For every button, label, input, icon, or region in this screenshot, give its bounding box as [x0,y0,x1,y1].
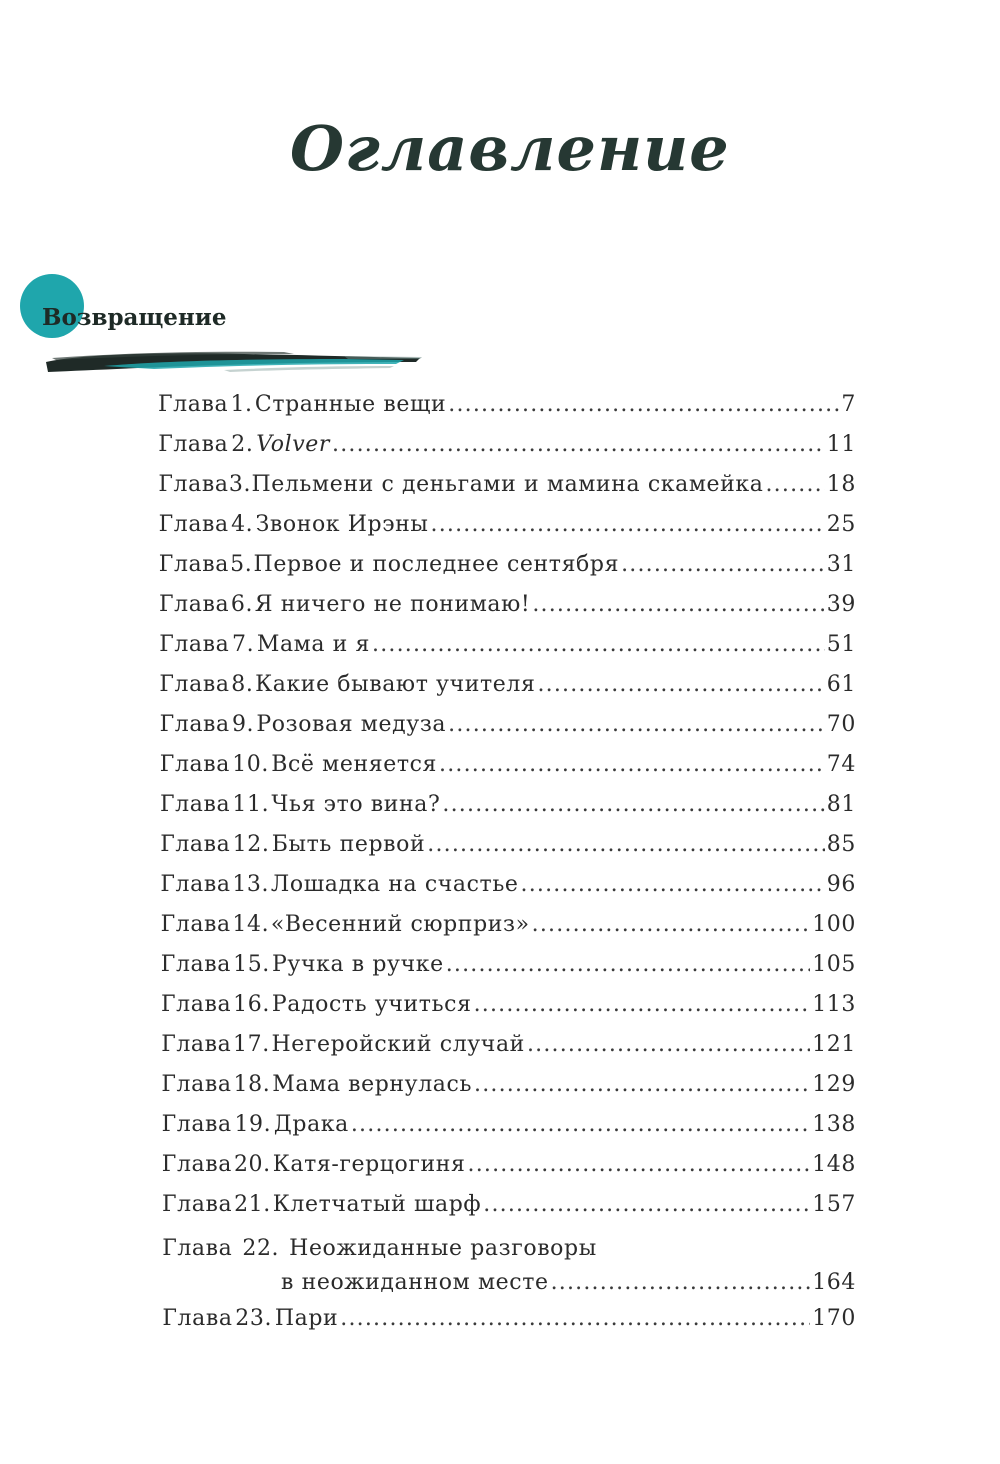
toc-chapter-label: Глава [160,792,231,817]
toc-dot-leader [483,1192,810,1217]
toc-dot-leader [527,1032,810,1057]
toc-chapter-title: Чья это вина? [271,792,441,817]
toc-chapter-label: Глава [162,1236,233,1261]
toc-entry [161,952,856,982]
toc-chapter-title: Всё меняется [271,752,437,777]
toc-chapter-label: Глава [160,912,231,937]
toc-chapter-number: 10. [232,752,269,777]
toc-chapter-label: Глава [158,472,229,497]
toc-entry [162,1192,856,1222]
toc-dot-leader [532,912,811,937]
toc-entry [161,1032,856,1062]
toc-entry [159,552,856,582]
toc-dot-leader [621,552,825,577]
toc-chapter-title: Первое и последнее сентября [253,552,620,577]
toc-entry [159,672,856,702]
toc-chapter-label: Глава [160,832,231,857]
toc-entry [159,592,856,622]
toc-page-number: 81 [826,792,856,817]
toc-chapter-label: Глава [158,432,229,457]
toc-chapter-title: Радость учиться [271,992,472,1017]
toc-chapter-label: Глава [158,392,229,417]
toc-entry [158,392,856,422]
toc-chapter-label: Глава [160,872,231,897]
toc-page-number: 105 [812,952,856,977]
toc-page-number: 138 [812,1112,856,1137]
toc-chapter-label: Глава [159,752,230,777]
toc-entry [160,832,856,862]
toc-chapter-title: Негеройский случай [271,1032,525,1057]
toc-entry [158,472,856,502]
toc-entry [162,1236,856,1266]
toc-chapter-title-line2: в неожиданном месте [281,1270,549,1295]
toc-chapter-title: Звонок Ирэны [255,512,429,537]
toc-chapter-number: 19. [234,1112,272,1137]
toc-dot-leader [427,832,825,857]
toc-page-number: 61 [826,672,856,697]
toc-dot-leader [521,872,825,897]
toc-chapter-number: 4. [231,512,254,537]
toc-chapter-label: Глава [162,1306,233,1331]
toc-chapter-number: 22. [242,1236,280,1261]
toc-entry [159,632,856,662]
toc-chapter-number: 3. [228,472,252,497]
toc-chapter-title: Volver [256,432,330,457]
toc-chapter-label: Глава [159,632,230,657]
toc-entry [160,872,856,902]
toc-chapter-number: 6. [230,592,254,617]
toc-chapter-title: Мама вернулась [272,1072,473,1097]
toc-page-number: 11 [826,432,856,457]
toc-chapter-number: 1. [230,392,253,417]
toc-entry [162,1306,856,1336]
toc-dot-leader [468,1152,811,1177]
toc-chapter-label: Глава [158,512,229,537]
toc-entry [159,512,856,542]
toc-page-number: 25 [826,512,856,537]
toc-chapter-label: Глава [159,672,230,697]
toc-dot-leader [448,392,839,417]
toc-chapter-label: Глава [161,1032,232,1057]
toc-chapter-number: 16. [233,992,270,1017]
toc-entry [158,432,856,462]
toc-chapter-title: Пари [274,1306,339,1331]
toc-page-number: 113 [812,992,856,1017]
toc-page-number: 7 [841,392,856,417]
toc-chapter-title: Катя-герцогиня [272,1152,466,1177]
toc-chapter-number: 14. [232,912,270,937]
toc-page-number: 70 [826,712,856,737]
toc-chapter-number: 15. [233,952,270,977]
toc-page-number: 157 [812,1192,857,1217]
toc-chapter-number: 8. [231,672,254,697]
toc-chapter-title: Странные вещи [254,392,447,417]
toc-dot-leader [340,1306,810,1331]
toc-chapter-label: Глава [162,1192,233,1217]
toc-dot-leader [446,952,811,977]
toc-page-number: 74 [826,752,856,777]
toc-chapter-number: 21. [234,1192,271,1217]
toc-entry-continuation [281,1270,856,1300]
toc-dot-leader [351,1112,810,1137]
toc-chapter-number: 13. [232,872,270,897]
toc-dot-leader [474,1072,810,1097]
toc-page-number: 129 [812,1072,856,1097]
toc-chapter-label: Глава [160,952,231,977]
toc-chapter-number: 2. [231,432,254,457]
toc-chapter-number: 7. [231,632,255,657]
toc-entry [160,792,856,822]
toc-chapter-title: Я ничего не понимаю! [254,592,531,617]
toc-dot-leader [442,792,824,817]
toc-entry [161,992,856,1022]
toc-chapter-title: «Весенний сюрприз» [270,912,530,937]
toc-chapter-number: 5. [230,552,253,577]
toc-chapter-label: Глава [161,1112,232,1137]
toc-page-number: 51 [826,632,856,657]
toc-chapter-title: Лошадка на счастье [270,872,519,897]
toc-chapter-number: 11. [232,792,270,817]
toc-dot-leader [537,672,824,697]
toc-page-number: 170 [812,1306,856,1331]
toc-chapter-title: Розовая медуза [256,712,447,737]
toc-dot-leader [372,632,825,657]
toc-dot-leader [439,752,825,777]
toc-chapter-label: Глава [161,1072,232,1097]
toc-chapter-number: 9. [231,712,255,737]
toc-chapter-label: Глава [158,552,229,577]
toc-chapter-label: Глава [159,592,230,617]
toc-dot-leader [448,712,825,737]
toc-dot-leader [765,472,824,497]
toc-chapter-title: Клетчатый шарф [272,1192,482,1217]
section-title: Возвращение [42,304,227,331]
toc-page-number: 121 [812,1032,856,1057]
toc-chapter-number: 18. [233,1072,271,1097]
toc-dot-leader [551,1270,811,1295]
toc-chapter-number: 20. [233,1152,271,1177]
toc-page-number: 100 [812,912,856,937]
toc-page-number: 164 [812,1270,856,1295]
page-title: Оглавление [290,112,730,185]
toc-entry [160,752,856,782]
toc-dot-leader [474,992,811,1017]
toc-entry [160,712,856,742]
toc-chapter-title: Пельмени с деньгами и мамина скамейка [251,472,764,497]
toc-entry [162,1152,856,1182]
toc-entry [161,912,856,942]
toc-chapter-label: Глава [161,1152,232,1177]
toc-entry [162,1112,856,1142]
toc-chapter-title: Ручка в ручке [272,952,444,977]
toc-entry [161,1072,856,1102]
toc-chapter-title: Мама и я [256,632,371,657]
toc-chapter-title: Драка [273,1112,349,1137]
toc-chapter-label: Глава [159,712,230,737]
toc-page-number: 85 [826,832,856,857]
toc-page-number: 31 [826,552,856,577]
toc-chapter-label: Глава [161,992,232,1017]
toc-chapter-title: Неожиданные разговоры [289,1236,597,1261]
toc-page-number: 148 [812,1152,856,1177]
toc-page-number: 96 [826,872,856,897]
toc-chapter-number: 23. [235,1306,273,1331]
toc-chapter-title: Быть первой [271,832,426,857]
toc-dot-leader [332,432,825,457]
toc-chapter-number: 17. [233,1032,270,1057]
toc-page-number: 18 [826,472,856,497]
toc-page-number: 39 [826,592,856,617]
toc-dot-leader [431,512,825,537]
toc-dot-leader [532,592,824,617]
toc-chapter-number: 12. [232,832,270,857]
toc-chapter-title: Какие бывают учителя [255,672,536,697]
